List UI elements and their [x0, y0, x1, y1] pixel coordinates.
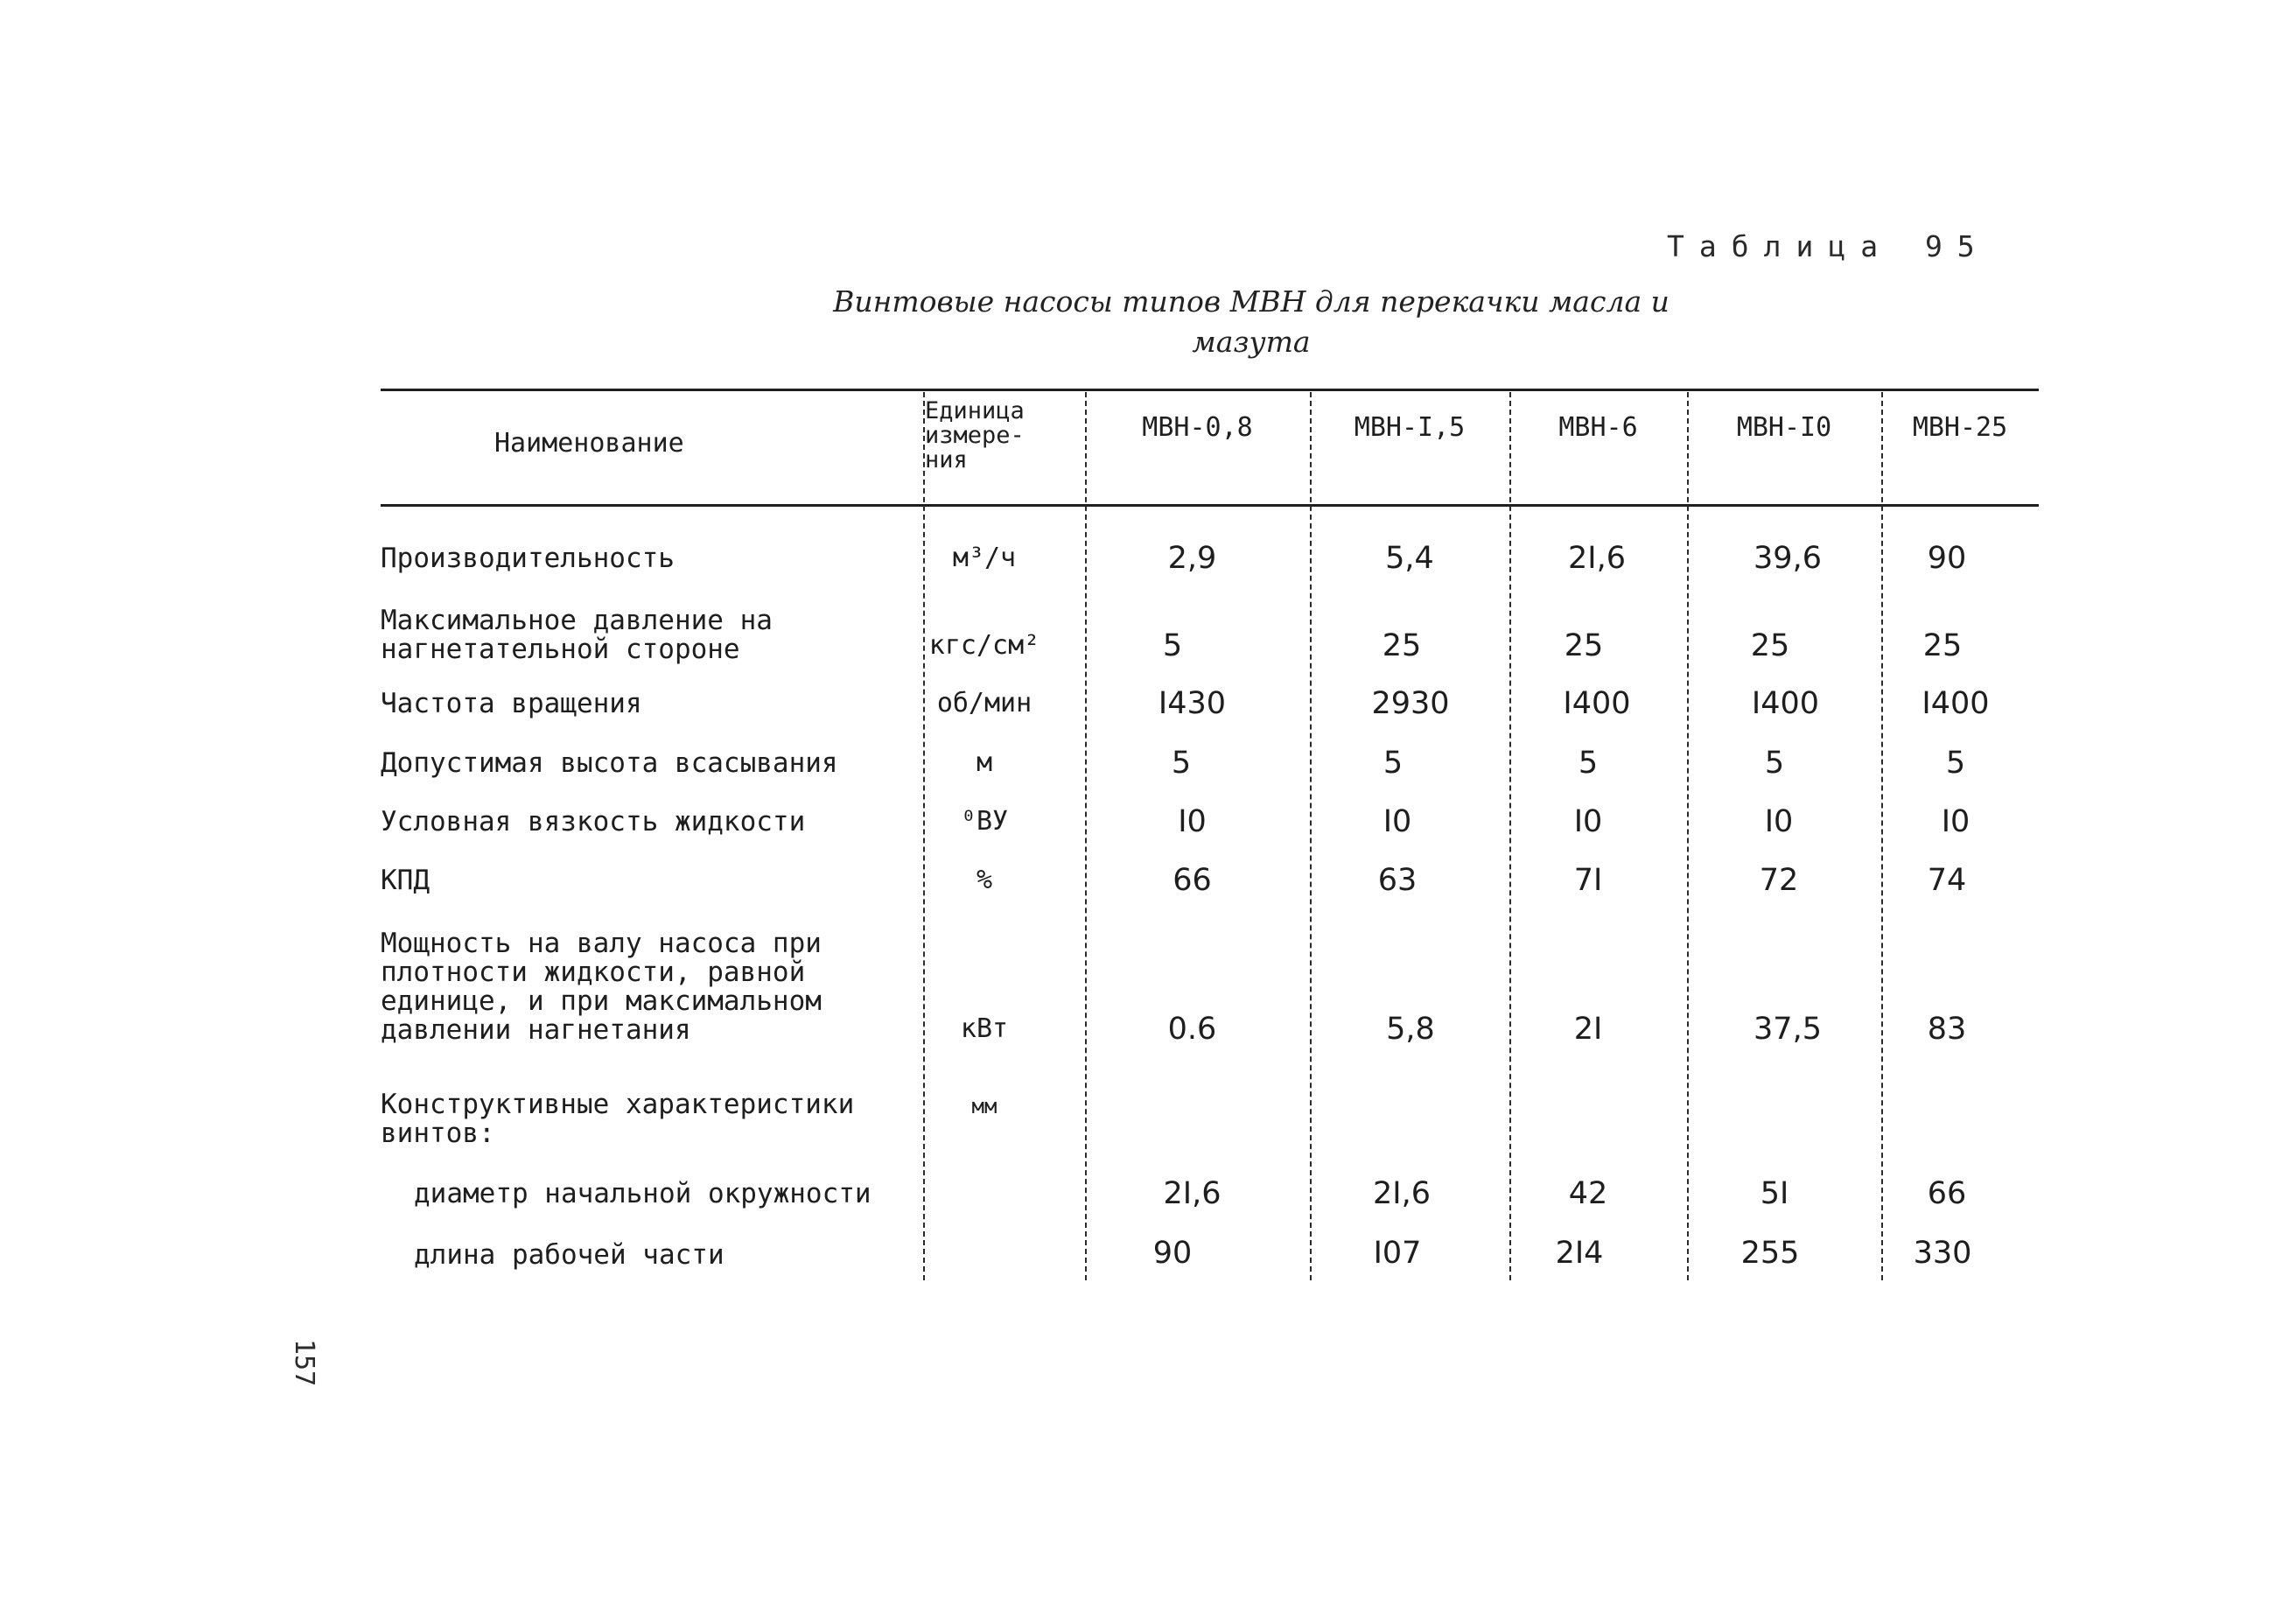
row-name-line: Производительность	[381, 543, 675, 574]
table-cell: 7I	[1573, 863, 1603, 898]
row-name-line: длина рабочей части	[414, 1239, 724, 1271]
table-cell: 5	[1382, 746, 1404, 781]
table-cell: I430	[1158, 686, 1227, 721]
table-cell: 2I,6	[1373, 1176, 1431, 1211]
table-cell: 2I,6	[1568, 541, 1626, 576]
row-name-efficiency	[381, 866, 430, 895]
table-cell: 66	[1172, 863, 1212, 898]
column-divider	[1687, 392, 1689, 1280]
row-name-line: винтов:	[381, 1118, 495, 1149]
table-cell: 5,8	[1386, 1012, 1435, 1047]
table-cell: I07	[1373, 1236, 1422, 1271]
pump-specs-table	[381, 385, 2039, 1282]
table-cell: I400	[1563, 686, 1631, 721]
table-cell: 5,4	[1385, 541, 1434, 576]
table-cell: 5	[1578, 746, 1599, 781]
row-name-rotation-speed	[381, 690, 642, 718]
table-cell: 2I	[1573, 1012, 1603, 1047]
table-cell: I0	[1382, 804, 1412, 839]
table-cell: 90	[1927, 541, 1967, 576]
row-name-capacity	[381, 544, 675, 573]
table-cell: 25	[1750, 628, 1790, 663]
table-cell: 2I4	[1555, 1236, 1604, 1271]
header-unit-line: Единица	[925, 397, 1025, 424]
table-cell: 5I	[1760, 1176, 1789, 1211]
row-name-line: Условная вязкость жидкости	[381, 806, 806, 838]
table-cell: 0.6	[1167, 1012, 1217, 1047]
table-title-line: Винтовые насосы типов МВН для перекачки масла и	[833, 284, 1670, 319]
table-cell: 5	[1171, 746, 1192, 781]
header-unit	[925, 399, 1039, 473]
table-cell: I0	[1573, 804, 1603, 839]
row-name-screw-design	[381, 1090, 854, 1148]
table-cell: 2930	[1371, 686, 1450, 721]
row-unit: м³/ч	[952, 543, 1017, 573]
row-unit: ⁰ВУ	[960, 806, 1009, 837]
table-cell: 2,9	[1167, 541, 1217, 576]
row-name-line: КПД	[381, 865, 430, 896]
table-title-line: мазута	[1192, 325, 1311, 359]
table-cell: I0	[1178, 804, 1207, 839]
page-number: 157	[289, 1339, 319, 1387]
table-cell: 63	[1377, 863, 1418, 898]
row-name-max-pressure	[381, 606, 773, 664]
table-cell: I400	[1751, 686, 1820, 721]
row-name-shaft-power	[381, 929, 822, 1045]
table-cell: 25	[1564, 628, 1604, 663]
table-cell: 255	[1740, 1236, 1800, 1271]
table-cell: I0	[1764, 804, 1794, 839]
table-cell: I0	[1941, 804, 1970, 839]
header-col-mvn-25: МВН-25	[1912, 412, 2008, 443]
table-cell: 39,6	[1754, 541, 1822, 576]
row-name-pitch-diameter	[414, 1180, 872, 1209]
table-cell: 5	[1945, 746, 1966, 781]
header-col-mvn-0-8: МВН-0,8	[1142, 412, 1253, 443]
row-unit: кгс/см²	[928, 630, 1040, 661]
column-divider	[1881, 392, 1883, 1280]
table-cell: 37,5	[1754, 1012, 1822, 1047]
row-name-line: Частота вращения	[381, 688, 642, 719]
table-cell: 5	[1764, 746, 1785, 781]
header-col-mvn-6: МВН-6	[1558, 412, 1638, 443]
row-unit: мм	[971, 1094, 998, 1118]
table-cell: 72	[1759, 863, 1799, 898]
row-name-line: Максимальное давление на	[381, 605, 773, 636]
table-cell: I400	[1922, 686, 1990, 721]
table-top-rule	[381, 389, 2039, 391]
column-divider	[1085, 392, 1087, 1280]
table-cell: 2I,6	[1163, 1176, 1222, 1211]
row-name-suction-height	[381, 749, 838, 778]
column-divider	[923, 392, 925, 1280]
table-title	[770, 282, 1732, 362]
header-unit-line: ния	[925, 446, 968, 473]
row-name-line: единице, и при максимальном	[381, 985, 822, 1017]
column-divider	[1509, 392, 1511, 1280]
row-name-line: нагнетательной стороне	[381, 634, 740, 665]
row-unit: кВт	[960, 1013, 1009, 1044]
header-col-mvn-10: МВН-I0	[1736, 412, 1832, 443]
row-name-working-length	[414, 1241, 724, 1270]
table-cell: 90	[1152, 1236, 1193, 1271]
row-name-line: давлении нагнетания	[381, 1014, 691, 1046]
table-cell: 42	[1568, 1176, 1608, 1211]
row-unit: об/мин	[936, 688, 1032, 718]
row-name-line: плотности жидкости, равной	[381, 957, 806, 988]
table-cell: 83	[1927, 1012, 1967, 1047]
table-cell: 25	[1382, 628, 1422, 663]
table-cell: 25	[1922, 628, 1963, 663]
row-name-line: диаметр начальной окружности	[414, 1178, 872, 1209]
row-name-line: Допустимая высота всасывания	[381, 747, 838, 779]
header-bottom-rule	[381, 504, 2039, 507]
header-name: Наименование	[494, 428, 684, 459]
row-unit: %	[976, 865, 993, 895]
table-number-label: Таблица 95	[1667, 229, 1990, 263]
header-unit-line: измере-	[925, 422, 1025, 449]
row-name-line: Конструктивные характеристики	[381, 1089, 855, 1120]
row-name-viscosity	[381, 808, 805, 837]
table-cell: 330	[1913, 1236, 1972, 1271]
column-divider	[1310, 392, 1312, 1280]
table-cell: 74	[1927, 863, 1967, 898]
row-unit: м	[976, 747, 993, 778]
table-cell: 5	[1162, 628, 1183, 663]
row-name-line: Мощность на валу насоса при	[381, 928, 822, 959]
table-cell: 66	[1927, 1176, 1967, 1211]
header-col-mvn-1-5: МВН-I,5	[1354, 412, 1466, 443]
